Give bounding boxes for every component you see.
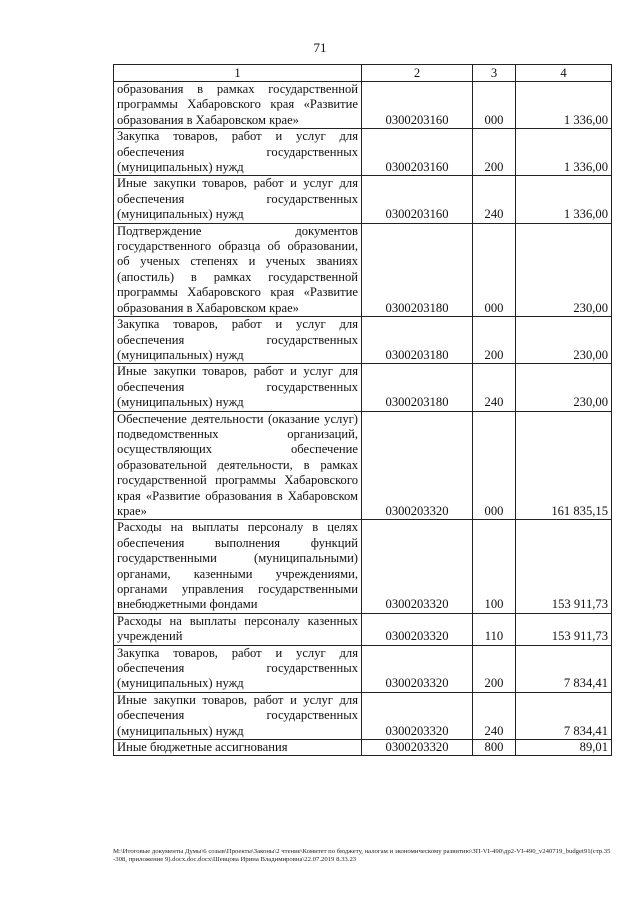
row-amount: 161 835,15 [516, 411, 612, 520]
row-description: Закупка товаров, работ и услуг для обеспечения государственных (муниципальных) нужд [114, 317, 362, 364]
row-amount: 7 834,41 [516, 645, 612, 692]
row-amount: 1 336,00 [516, 82, 612, 129]
header-col-2: 2 [362, 65, 473, 82]
row-target-code: 0300203320 [362, 645, 473, 692]
header-col-3: 3 [473, 65, 516, 82]
header-col-4: 4 [516, 65, 612, 82]
row-expense-type: 200 [473, 645, 516, 692]
page-number: 71 [313, 40, 327, 55]
row-expense-type: 000 [473, 223, 516, 316]
table-row [114, 520, 612, 613]
table-row [114, 129, 612, 176]
row-target-code: 0300203160 [362, 129, 473, 176]
row-amount: 89,01 [516, 740, 612, 756]
row-amount: 230,00 [516, 223, 612, 316]
row-amount: 1 336,00 [516, 176, 612, 223]
row-target-code: 0300203180 [362, 223, 473, 316]
row-expense-type: 200 [473, 129, 516, 176]
row-expense-type: 000 [473, 411, 516, 520]
table-row [114, 613, 612, 645]
table-row [114, 317, 612, 364]
row-description: образования в рамках государственной программы Хабаровского края «Развитие образования в Хабаровском крае» [114, 82, 362, 129]
row-amount: 230,00 [516, 317, 612, 364]
row-amount: 7 834,41 [516, 692, 612, 739]
row-target-code: 0300203160 [362, 82, 473, 129]
table-row [114, 223, 612, 316]
row-description: Закупка товаров, работ и услуг для обеспечения государственных (муниципальных) нужд [114, 129, 362, 176]
file-path-footer: M:\Итоговые документы Думы\6 созыв\Проекты\Законы\2 чтение\Комитет по бюджету, налогам и экономическому развитию\ЗП-VI-490\др2-VI-490_v240719_budget91(стр.35-308, приложение 9).docx.doc.docx\Шевцова Ирина Владимировна\22.07.2019 8.33.23 [113, 848, 611, 863]
row-amount: 153 911,73 [516, 520, 612, 613]
row-description: Подтверждение документов государственного образца об образовании, об ученых степенях и ученых званиях (апостиль) в рамках государственной программы Хабаровского края «Развитие образования в Хабаровском крае» [114, 223, 362, 316]
row-target-code: 0300203320 [362, 411, 473, 520]
row-amount: 230,00 [516, 364, 612, 411]
row-target-code: 0300203320 [362, 692, 473, 739]
row-description: Иные закупки товаров, работ и услуг для обеспечения государственных (муниципальных) нужд [114, 176, 362, 223]
row-description: Обеспечение деятельности (оказание услуг) подведомственных организаций, осуществляющих обеспечение образовательной деятельности, в рамках государственной программы Хабаровского края «Развитие образования в Хабаровском крае» [114, 411, 362, 520]
table-row [114, 411, 612, 520]
row-target-code: 0300203180 [362, 317, 473, 364]
table-row [114, 692, 612, 739]
row-description: Иные закупки товаров, работ и услуг для обеспечения государственных (муниципальных) нужд [114, 692, 362, 739]
table-row [114, 82, 612, 129]
row-amount: 1 336,00 [516, 129, 612, 176]
table-row [114, 176, 612, 223]
budget-table [113, 64, 612, 756]
row-description: Закупка товаров, работ и услуг для обеспечения государственных (муниципальных) нужд [114, 645, 362, 692]
table-row [114, 364, 612, 411]
row-amount: 153 911,73 [516, 613, 612, 645]
row-expense-type: 100 [473, 520, 516, 613]
row-description: Иные бюджетные ассигнования [114, 740, 362, 756]
header-col-1: 1 [114, 65, 362, 82]
row-expense-type: 240 [473, 176, 516, 223]
row-target-code: 0300203180 [362, 364, 473, 411]
table-header-row [114, 65, 612, 82]
row-target-code: 0300203320 [362, 740, 473, 756]
row-expense-type: 000 [473, 82, 516, 129]
row-description: Расходы на выплаты персоналу в целях обеспечения выполнения функций государственными (муниципальными) органами, казенными учреждениями, органами управления государственными внебюджетными фондами [114, 520, 362, 613]
row-target-code: 0300203160 [362, 176, 473, 223]
row-expense-type: 200 [473, 317, 516, 364]
row-target-code: 0300203320 [362, 613, 473, 645]
table-row [114, 645, 612, 692]
row-expense-type: 240 [473, 364, 516, 411]
row-target-code: 0300203320 [362, 520, 473, 613]
row-expense-type: 800 [473, 740, 516, 756]
table-row [114, 740, 612, 756]
row-expense-type: 240 [473, 692, 516, 739]
row-expense-type: 110 [473, 613, 516, 645]
row-description: Расходы на выплаты персоналу казенных учреждений [114, 613, 362, 645]
row-description: Иные закупки товаров, работ и услуг для обеспечения государственных (муниципальных) нужд [114, 364, 362, 411]
